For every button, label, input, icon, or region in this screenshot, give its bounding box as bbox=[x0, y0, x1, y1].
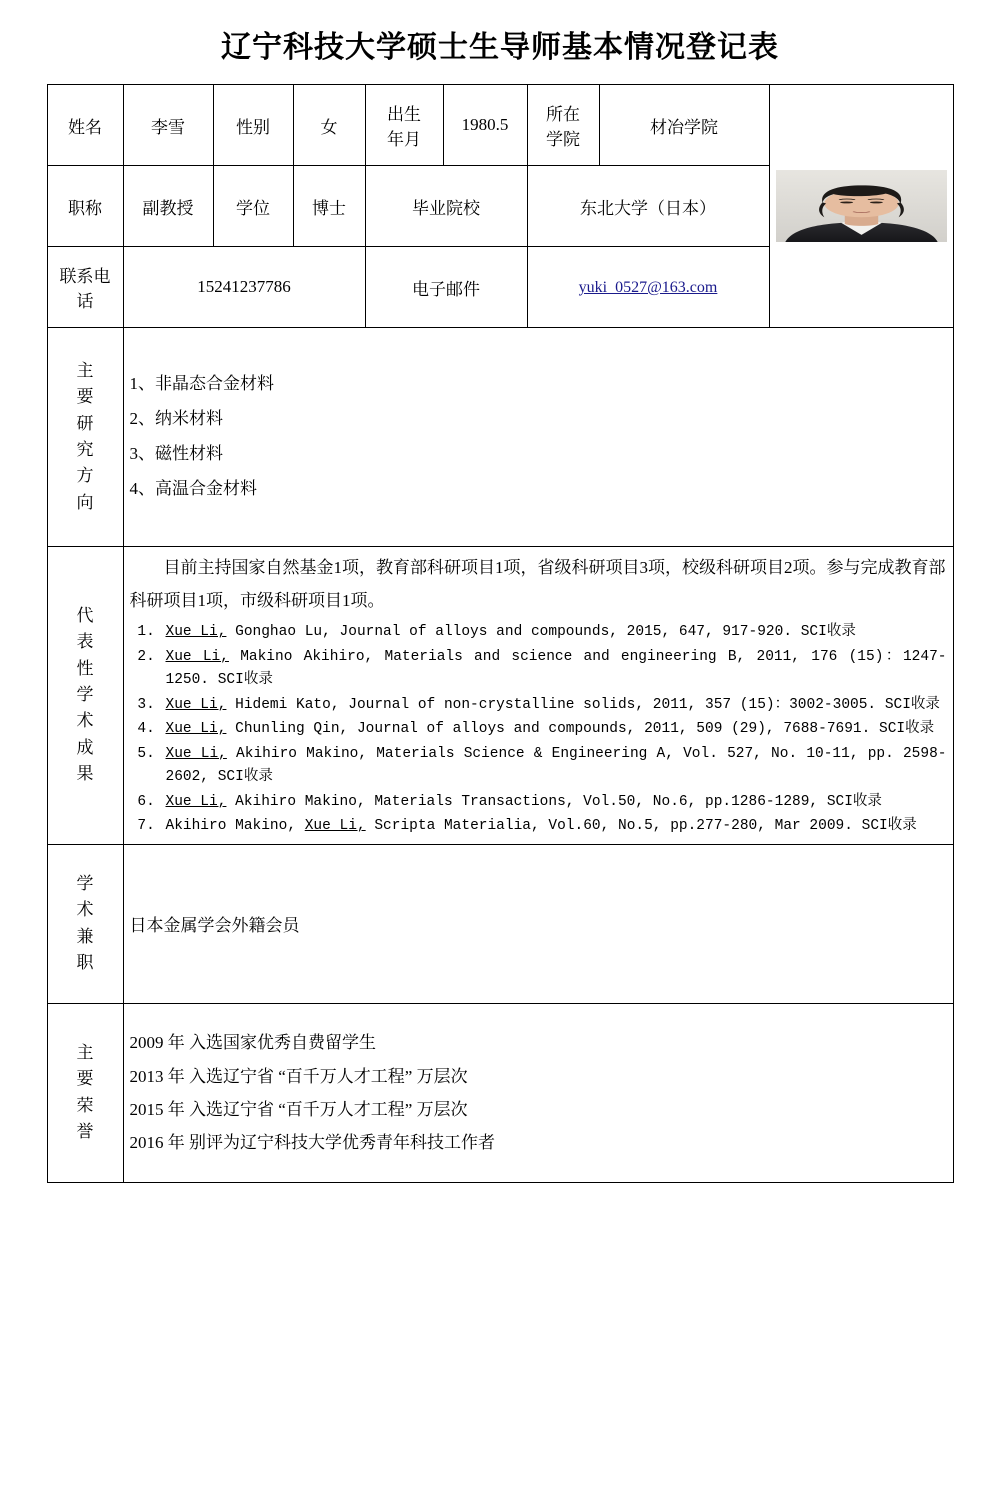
publication-item bbox=[164, 646, 947, 693]
label-char: 要 bbox=[76, 1069, 94, 1089]
label-char: 方 bbox=[76, 466, 94, 486]
author-name: Xue Li, bbox=[165, 624, 227, 641]
publication-item bbox=[164, 621, 947, 644]
label-char: 向 bbox=[76, 492, 94, 512]
label-char: 研 bbox=[76, 413, 94, 433]
label-name: 姓名 bbox=[47, 85, 123, 166]
label-char: 果 bbox=[76, 764, 94, 784]
author-name: Xue Li, bbox=[304, 818, 366, 835]
label-char: 学 bbox=[76, 685, 94, 705]
research-directions-content bbox=[123, 328, 953, 547]
table-row bbox=[47, 1003, 953, 1182]
value-phone: 15241237786 bbox=[123, 247, 365, 328]
value-graduate-school: 东北大学（日本） bbox=[527, 166, 769, 247]
research-item: 3、磁性材料 bbox=[129, 444, 223, 463]
publication-rest: Chunling Qin, Journal of alloys and compounds, 2011, 509 (29), 7688-7691. SCI收录 bbox=[226, 721, 935, 738]
label-achievements bbox=[47, 547, 123, 845]
research-item: 2、纳米材料 bbox=[129, 409, 223, 429]
table-row bbox=[47, 85, 953, 166]
research-item: 1、非晶态合金材料 bbox=[129, 374, 274, 394]
value-degree: 博士 bbox=[293, 166, 365, 247]
label-char: 主 bbox=[76, 1042, 94, 1062]
publication-rest: Scripta Materialia, Vol.60, No.5, pp.277-280, Mar 2009. SCI收录 bbox=[365, 818, 917, 835]
label-phone: 联系电话 bbox=[47, 247, 123, 328]
label-char: 究 bbox=[76, 440, 94, 459]
publication-item bbox=[164, 694, 947, 717]
author-name: Xue Li, bbox=[165, 696, 227, 713]
author-name: Xue Li, bbox=[165, 745, 227, 762]
label-college-line2: 学院 bbox=[546, 130, 580, 149]
label-char: 术 bbox=[76, 711, 94, 731]
value-gender: 女 bbox=[293, 85, 365, 166]
achievements-intro: 目前主持国家自然基金1项，教育部科研项目1项，省级科研项目3项，校级科研项目2项。参与完成教育部科研项目1项，市级科研项目1项。 bbox=[129, 558, 946, 611]
label-char: 学 bbox=[76, 873, 94, 893]
part-time-content: 日本金属学会外籍会员 bbox=[123, 844, 953, 1003]
publication-item bbox=[164, 815, 947, 838]
honor-item: 2016 年 别评为辽宁科技大学优秀青年科技工作者 bbox=[129, 1132, 495, 1152]
label-char: 性 bbox=[76, 658, 94, 678]
label-char: 表 bbox=[76, 632, 94, 652]
publication-rest: Makino Akihiro, Materials and science and engineering B, 2011, 176 (15)：1247-1250. SCI收录 bbox=[165, 648, 947, 689]
publication-rest: Akihiro Makino, Materials Transactions, Vol.50, No.6, pp.1286-1289, SCI收录 bbox=[226, 793, 882, 810]
publication-rest: Gonghao Lu, Journal of alloys and compounds, 2015, 647, 917-920. SCI收录 bbox=[226, 624, 856, 641]
label-char: 代 bbox=[76, 606, 94, 626]
publication-item bbox=[164, 718, 947, 741]
table-row bbox=[47, 328, 953, 547]
publication-item bbox=[164, 743, 947, 790]
email-link[interactable]: yuki_0527@163.com bbox=[578, 279, 718, 296]
label-char: 术 bbox=[76, 900, 94, 920]
label-char: 成 bbox=[76, 737, 94, 757]
portrait-photo-cell bbox=[769, 85, 953, 328]
label-graduate-school: 毕业院校 bbox=[365, 166, 527, 247]
label-part-time bbox=[47, 844, 123, 1003]
portrait-photo bbox=[776, 170, 947, 242]
achievements-content bbox=[123, 547, 953, 845]
author-name: Xue Li, bbox=[165, 721, 227, 738]
honors-content bbox=[123, 1003, 953, 1182]
value-email[interactable] bbox=[527, 247, 769, 328]
value-job-title: 副教授 bbox=[123, 166, 213, 247]
label-birth-line2: 年月 bbox=[387, 130, 421, 149]
author-name: Xue Li, bbox=[165, 793, 227, 810]
label-birth-line1: 出生 bbox=[387, 105, 421, 124]
honor-item: 2015 年 入选辽宁省 “百千万人才工程” 万层次 bbox=[129, 1099, 468, 1119]
value-birth: 1980.5 bbox=[443, 85, 527, 166]
label-char: 荣 bbox=[76, 1095, 94, 1115]
label-email: 电子邮件 bbox=[365, 247, 527, 328]
label-college bbox=[527, 85, 599, 166]
label-char: 职 bbox=[76, 952, 94, 972]
label-degree: 学位 bbox=[213, 166, 293, 247]
info-table bbox=[47, 84, 954, 1183]
table-row bbox=[47, 547, 953, 845]
author-name: Xue Li, bbox=[165, 648, 229, 665]
label-char: 要 bbox=[76, 387, 94, 407]
label-college-line1: 所在 bbox=[546, 105, 580, 124]
publication-item bbox=[164, 791, 947, 814]
value-name: 李雪 bbox=[123, 85, 213, 166]
table-row bbox=[47, 844, 953, 1003]
label-birth bbox=[365, 85, 443, 166]
label-char: 誉 bbox=[76, 1121, 94, 1141]
value-college: 材冶学院 bbox=[599, 85, 769, 166]
label-research-directions bbox=[47, 328, 123, 547]
page-title: 辽宁科技大学硕士生导师基本情况登记表 bbox=[221, 31, 779, 64]
publication-rest: Hidemi Kato, Journal of non-crystalline solids, 2011, 357 (15)：3002-3005. SCI收录 bbox=[226, 696, 940, 713]
label-char: 主 bbox=[76, 360, 94, 380]
publication-prefix: Akihiro Makino, bbox=[165, 818, 305, 835]
publication-rest: Akihiro Makino, Materials Science & Engineering A, Vol. 527, No. 10-11, pp. 2598-2602, SCI收录 bbox=[165, 745, 947, 786]
label-gender: 性别 bbox=[213, 85, 293, 166]
label-honors bbox=[47, 1003, 123, 1182]
label-job-title: 职称 bbox=[47, 166, 123, 247]
research-item: 4、高温合金材料 bbox=[129, 478, 257, 498]
honor-item: 2013 年 入选辽宁省 “百千万人才工程” 万层次 bbox=[129, 1066, 468, 1086]
honor-item: 2009 年 入选国家优秀自费留学生 bbox=[129, 1033, 376, 1053]
label-char: 兼 bbox=[76, 926, 94, 946]
publication-list bbox=[130, 621, 947, 838]
